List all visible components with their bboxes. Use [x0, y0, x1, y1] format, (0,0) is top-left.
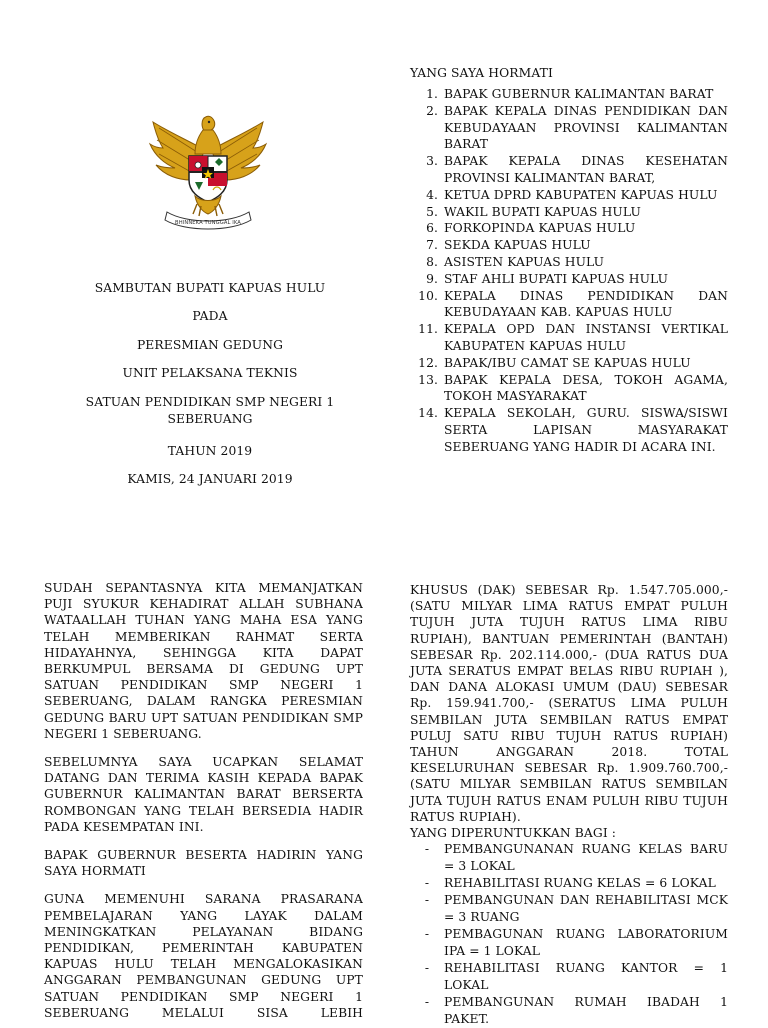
title-line-1: SAMBUTAN BUPATI KAPUAS HULU — [94, 281, 326, 295]
list-number: 1. — [426, 87, 438, 101]
greeting-list — [410, 86, 728, 456]
paragraph-opening: SUDAH SEPANTASNYA KITA MEMANJATKAN PUJI SYUKUR KEHADIRAT ALLAH SUBHANA WATAALLAH TUHAN YANG MAHA ESA YANG TELAH MEMBERIKAN RAHMAT SERTA HIDAYAHNYA, SEHINGGA KITA DAPAT BERKUMPUL BERSAMA DI GEDUNG UPT SATUAN PENDIDIKAN SMP NEGERI 1 SEBERUANG, DALAM RANGKA PERESMIAN GEDUNG BARU UPT SATUAN PENDIDIKAN SMP NEGERI 1 SEBERUANG. — [44, 581, 363, 741]
list-text: PEMBANGUNANAN RUANG KELAS BARU = 3 LOKAL — [444, 842, 728, 874]
list-item — [410, 271, 728, 288]
title-line-3: PERESMIAN GEDUNG — [136, 338, 284, 352]
list-text: KEPALA DINAS PENDIDIKAN DAN KEBUDAYAAN KAB. KAPUAS HULU — [444, 288, 728, 320]
list-item — [410, 960, 728, 994]
title-line-2: PADA — [192, 309, 228, 323]
list-item — [410, 220, 728, 237]
speech-body-right — [410, 582, 728, 1028]
list-text: BAPAK/IBU CAMAT SE KAPUAS HULU — [444, 355, 691, 370]
list-number: 6. — [426, 221, 438, 236]
title-line-5: SATUAN PENDIDIKAN SMP NEGERI 1 SEBERUANG — [85, 395, 335, 426]
list-number: 9. — [426, 271, 438, 286]
list-text: BAPAK KEPALA DINAS KESEHATAN PROVINSI KALIMANTAN BARAT, — [444, 154, 728, 185]
list-item — [410, 875, 728, 892]
title-line-4: UNIT PELAKSANA TEKNIS — [122, 366, 298, 380]
bullet-dash: - — [424, 927, 430, 942]
list-item — [410, 405, 728, 455]
list-item — [410, 892, 728, 926]
list-text: STAF AHLI BUPATI KAPUAS HULU — [444, 271, 669, 286]
list-item — [410, 321, 728, 355]
list-item — [410, 841, 728, 875]
list-item — [410, 237, 728, 254]
list-text: WAKIL BUPATI KAPUAS HULU — [444, 204, 641, 219]
paragraph-address: BAPAK GUBERNUR BESERTA HADIRIN YANG SAYA HORMATI — [44, 848, 363, 879]
list-number: 2. — [426, 103, 438, 118]
list-item — [410, 103, 728, 153]
list-item — [410, 86, 728, 103]
list-number: 8. — [426, 254, 438, 269]
list-number: 12. — [418, 355, 438, 370]
list-text: KETUA DPRD KABUPATEN KAPUAS HULU — [444, 187, 718, 202]
list-item — [410, 204, 728, 221]
list-text: ASISTEN KAPUAS HULU — [444, 254, 605, 269]
list-number: 4. — [426, 187, 438, 202]
allocation-list — [410, 841, 728, 1028]
bullet-dash: - — [424, 876, 430, 891]
list-text: KEPALA OPD DAN INSTANSI VERTIKAL KABUPATEN KAPUAS HULU — [444, 322, 728, 353]
paragraph-funding: KHUSUS (DAK) SEBESAR Rp. 1.547.705.000,- (SATU MILYAR LIMA RATUS EMPAT PULUH TUJUH JUTA TUJUH RATUS LIMA RIBU RUPIAH), BANTUAN PEMERINTAH (BANTAH) SEBESAR Rp. 202.114.000,- (DUA RATUS DUA JUTA SERATUS EMPAT BELAS RIBU RUPIAH ), DAN DANA ALOKASI UMUM (DAU) SEBESAR Rp. 159.941.700,- (SERATUS LIMA PULUH SEMBILAN JUTA SEMBILAN RATUS EMPAT PULUJ SATU RIBU TUJUH RATUS RUPIAH) TAHUN ANGGARAN 2018. TOTAL KESELURUHAN SEBESAR Rp. 1.909.760.700,- (SATU MILYAR SEMBILAN RATUS SEMBILAN JUTA TUJUH RATUS ENAM PULUH RIBU TUJUH RATUS RUPIAH). — [410, 583, 728, 824]
list-item — [410, 926, 728, 960]
list-text: PEMBANGUNAN DAN REHABILITASI MCK = 3 RUANG — [444, 893, 728, 925]
list-text: KEPALA SEKOLAH, GURU. SISWA/SISWI SERTA LAPISAN MASYARAKAT SEBERUANG YANG HADIR DI ACARA INI. — [444, 406, 728, 454]
list-text: BAPAK GUBERNUR KALIMANTAN BARAT — [444, 87, 714, 101]
greeting-heading: YANG SAYA HORMATI — [410, 66, 553, 80]
title-line-7: KAMIS, 24 JANUARI 2019 — [127, 472, 293, 486]
list-text: REHABILITASI RUANG KELAS = 6 LOKAL — [444, 876, 716, 891]
list-item — [410, 994, 728, 1028]
list-item — [410, 254, 728, 271]
list-text: BAPAK KEPALA DINAS PENDIDIKAN DAN KEBUDAYAAN PROVINSI KALIMANTAN BARAT — [444, 103, 728, 152]
list-number: 5. — [426, 204, 438, 219]
list-item — [410, 372, 728, 406]
list-number: 10. — [418, 288, 438, 303]
list-item — [410, 355, 728, 372]
list-number: 11. — [418, 322, 438, 337]
list-text: PEMBANGUNAN RUMAH IBADAH 1 PAKET. — [444, 995, 728, 1027]
list-text: BAPAK KEPALA DESA, TOKOH AGAMA, TOKOH MASYARAKAT — [444, 372, 728, 404]
paragraph-welcome: SEBELUMNYA SAYA UCAPKAN SELAMAT DATANG DAN TERIMA KASIH KEPADA BAPAK GUBERNUR KALIMANTAN BARAT BERSERTA ROMBONGAN YANG TELAH BERSEDIA HADIR PADA KESEMPATAN INI. — [44, 755, 363, 834]
title-line-6: TAHUN 2019 — [167, 444, 253, 458]
list-number: 14. — [418, 406, 438, 421]
list-item — [410, 288, 728, 322]
bullet-dash: - — [424, 995, 430, 1010]
speech-body-left — [44, 580, 363, 1021]
list-item — [410, 187, 728, 204]
list-number: 3. — [426, 154, 438, 169]
list-text: REHABILITASI RUANG KANTOR = 1 LOKAL — [444, 961, 728, 993]
emblem-motto: BHINNEKA TUNGGAL IKA — [175, 220, 241, 226]
bullet-dash: - — [424, 893, 430, 908]
bullet-dash: - — [424, 842, 430, 857]
list-number: 7. — [426, 238, 438, 253]
list-text: PEMBAGUNAN RUANG LABORATORIUM IPA = 1 LOKAL — [444, 927, 728, 959]
list-text: FORKOPINDA KAPUAS HULU — [444, 221, 636, 236]
list-item — [410, 153, 728, 187]
garuda-pancasila-emblem-icon — [147, 110, 269, 234]
bullet-dash: - — [424, 961, 430, 976]
list-number: 13. — [418, 372, 438, 387]
list-text: SEKDA KAPUAS HULU — [444, 238, 591, 253]
greeting-section — [410, 66, 728, 456]
paragraph-budget: GUNA MEMENUHI SARANA PRASARANA PEMBELAJARAN YANG LAYAK DALAM MENINGKATKAN PELAYANAN BIDANG PENDIDIKAN, PEMERINTAH KABUPATEN KAPUAS HULU TELAH MENGALOKASIKAN ANGGARAN PEMBANGUNAN GEDUNG UPT SATUAN PENDIDIKAN SMP NEGERI 1 SEBERUANG MELALUI SISA LEBIH — [44, 892, 363, 1020]
allocation-intro: YANG DIPERUNTUKKAN BAGI : — [410, 826, 617, 841]
